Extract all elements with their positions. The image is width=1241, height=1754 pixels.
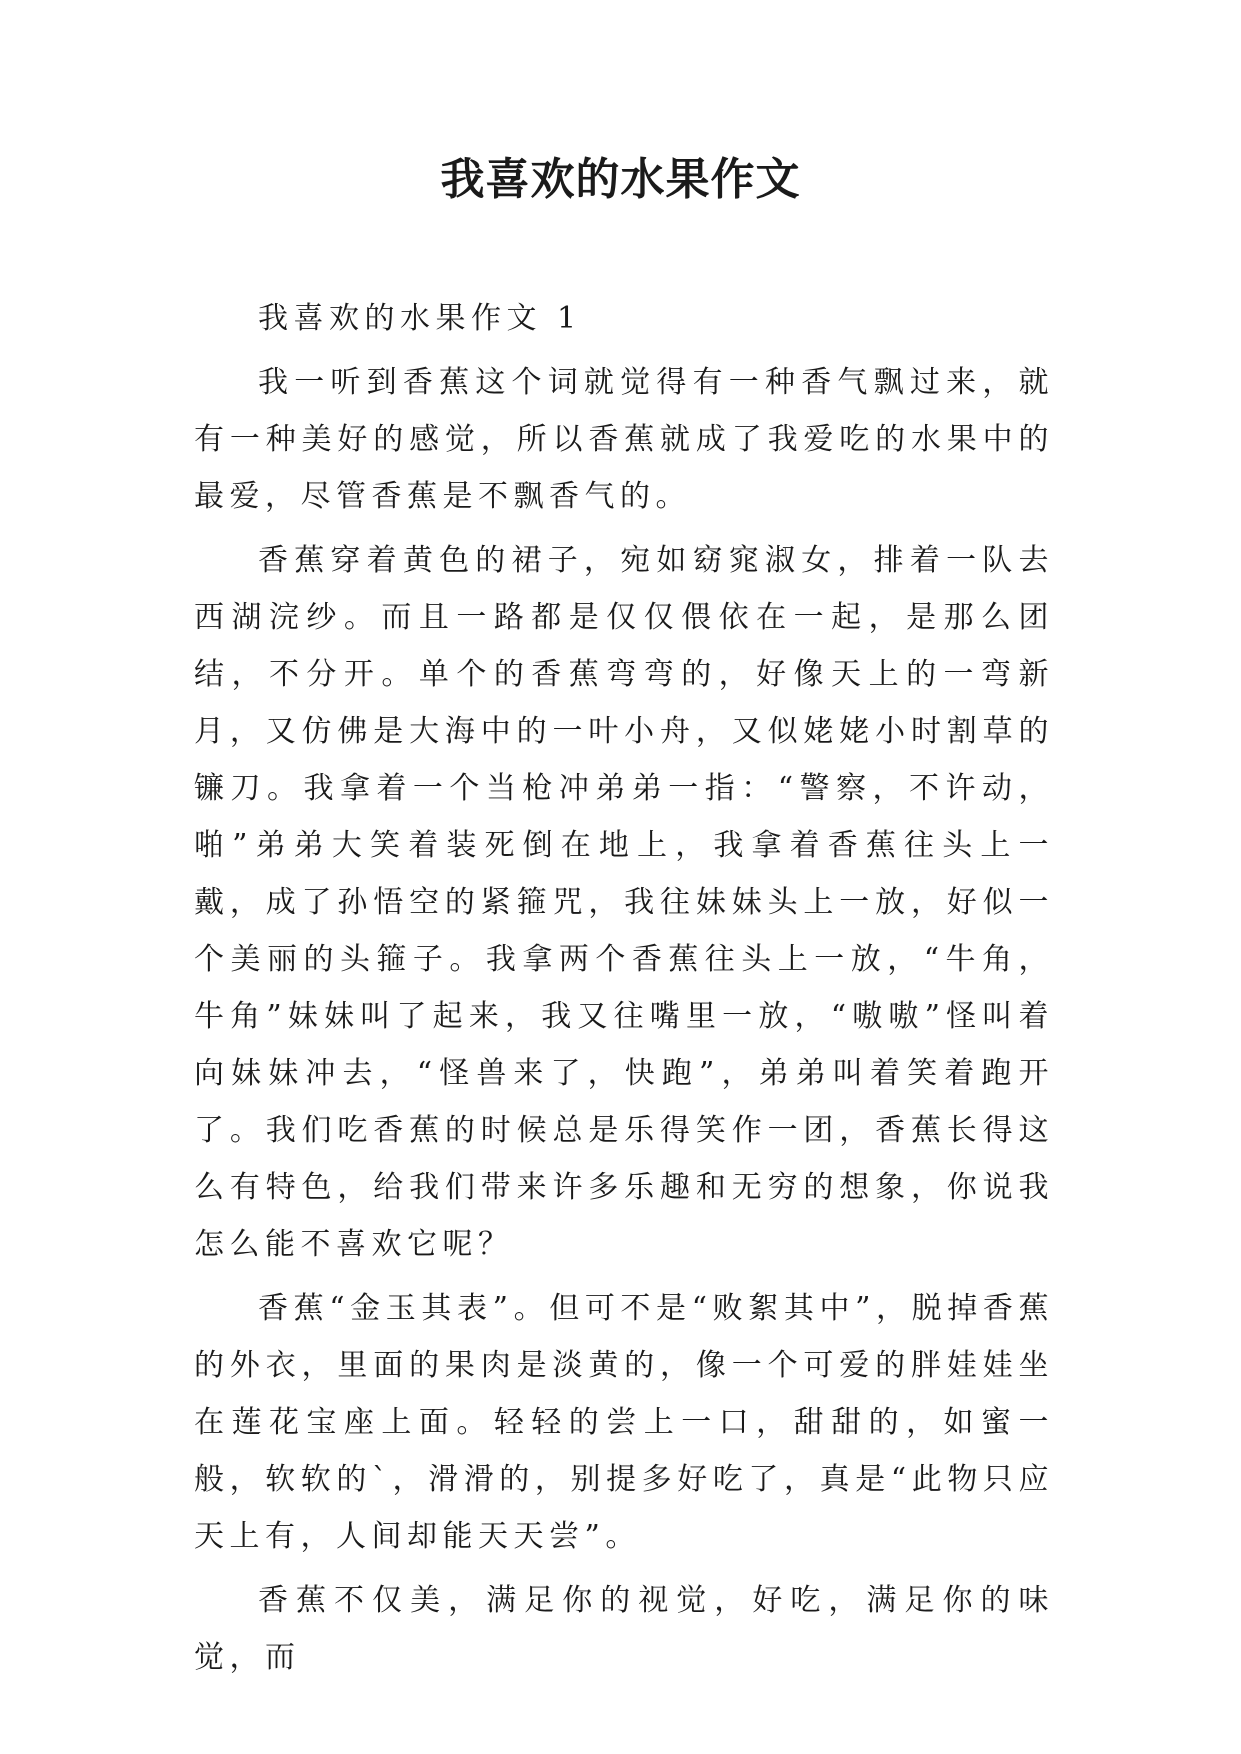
section-heading: 我喜欢的水果作文 1 [258, 301, 582, 336]
paragraph-2: 香蕉穿着黄色的裙子，宛如窈窕淑女，排着一队去西湖浣纱。而且一路都是仅仅偎依在一起，是那么团结，不分开。单个的香蕉弯弯的，好像天上的一弯新月，又仿佛是大海中的一叶小舟，又似姥姥小时割草的镰刀。我拿着一个当枪冲弟弟一指：“警察，不许动，啪”弟弟大笑着装死倒在地上，我拿着香蕉往头上一戴，成了孙悟空的紧箍咒，我往妹妹头上一放，好似一个美丽的头箍子。我拿两个香蕉往头上一放，“牛角，牛角”妹妹叫了起来，我又往嘴里一放，“嗷嗷”怪叫着向妹妹冲去，“怪兽来了，快跑”，弟弟叫着笑着跑开了。我们吃香蕉的时候总是乐得笑作一团，香蕉长得这么有特色，给我们带来许多乐趣和无穷的想象，你说我怎么能不喜欢它呢？ [194, 543, 1054, 1262]
document-title: 我喜欢的水果作文 [440, 154, 801, 205]
paragraph-1: 我一听到香蕉这个词就觉得有一种香气飘过来，就有一种美好的感觉，所以香蕉就成了我爱吃的水果中的最爱，尽管香蕉是不飘香气的。 [194, 365, 1054, 514]
paragraph-4: 香蕉不仅美，满足你的视觉，好吃，满足你的味觉，而 [194, 1583, 1054, 1675]
document-body [194, 290, 1054, 1693]
paragraph-3: 香蕉“金玉其表”。但可不是“败絮其中”，脱掉香蕉的外衣，里面的果肉是淡黄的，像一个可爱的胖娃娃坐在莲花宝座上面。轻轻的尝上一口，甜甜的，如蜜一般，软软的`，滑滑的，别提多好吃了，真是“此物只应天上有，人间却能天天尝”。 [194, 1291, 1054, 1554]
